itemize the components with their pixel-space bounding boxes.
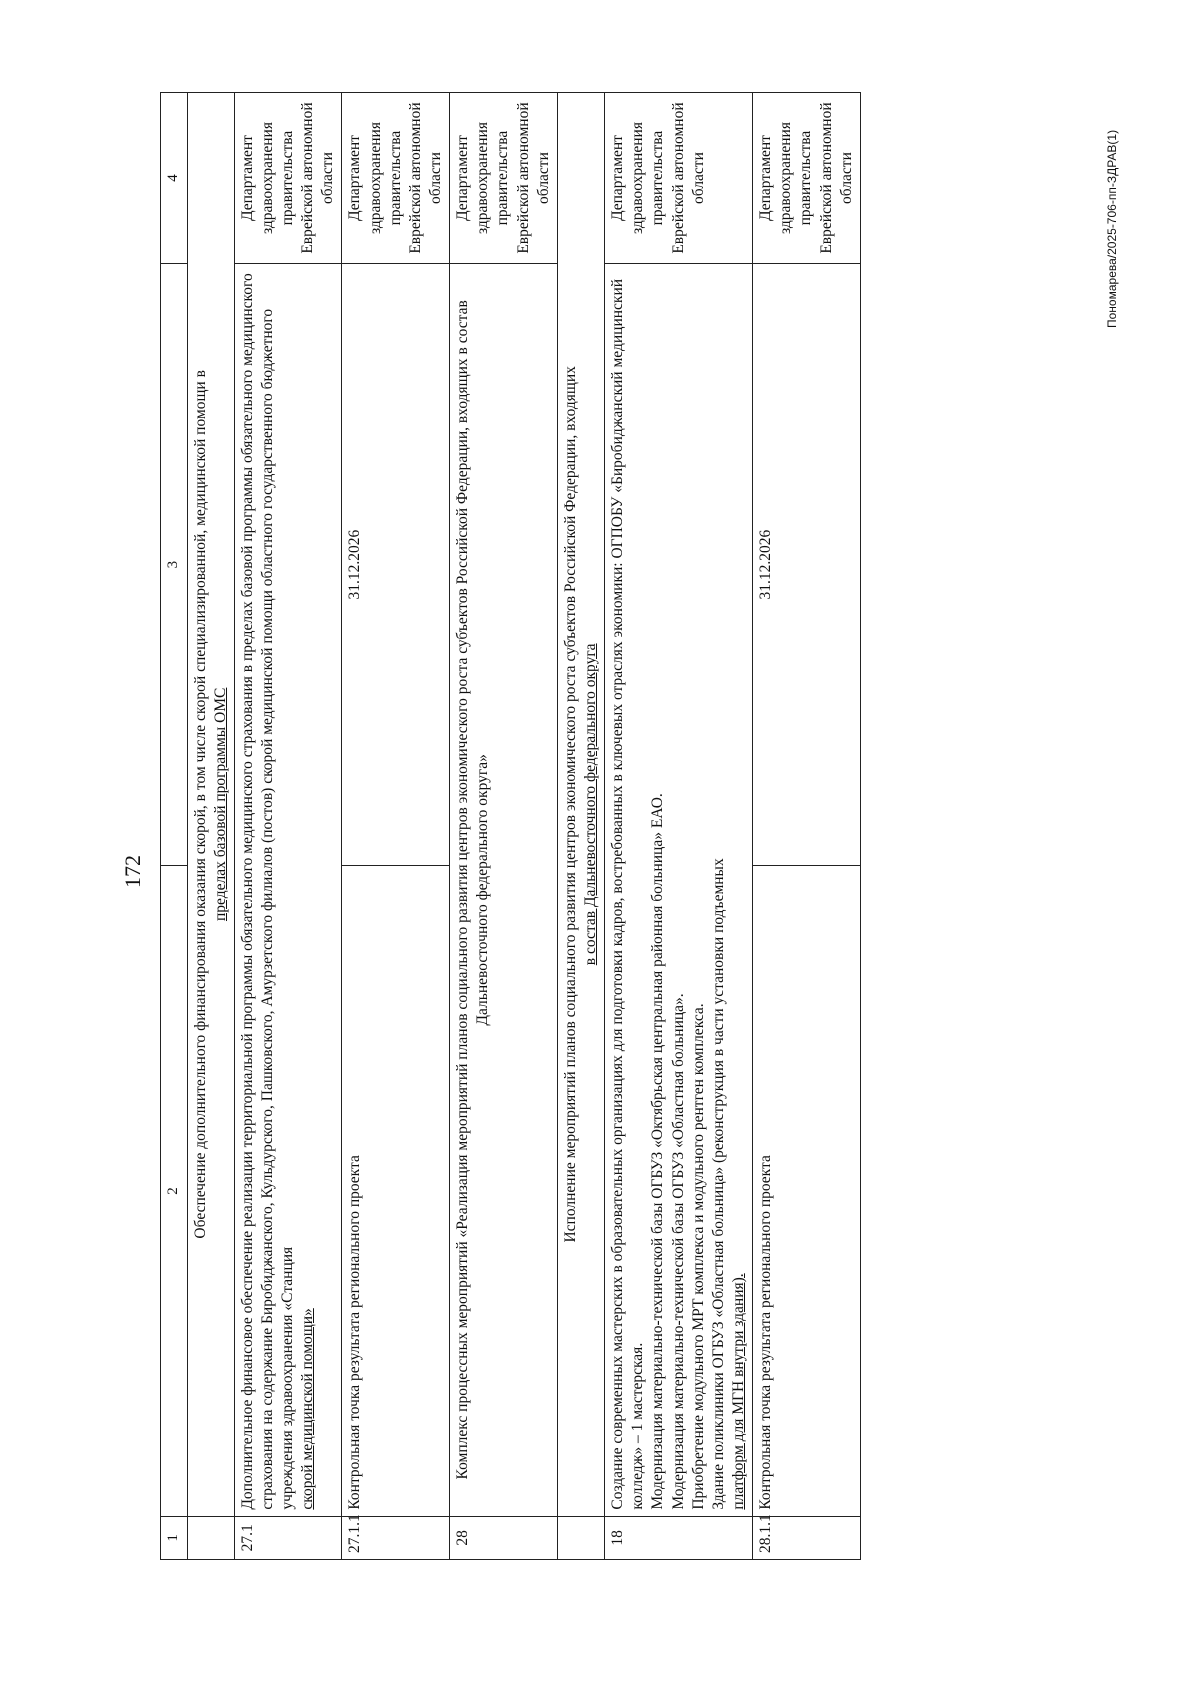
row-description — [605, 264, 753, 1517]
row-description: Комплекс процессных мероприятий «Реализация мероприятий планов социального развития центров экономического роста субъектов Российской Федерации, входящих в состав Дальневосточного федерального округа» — [450, 264, 558, 1517]
responsible-cell: Департамент здравоохранения правительства Еврейской автономной области — [342, 93, 450, 264]
row-date: 31.12.2026 — [342, 264, 450, 866]
responsible-cell: Департамент здравоохранения правительства Еврейской автономной области — [605, 93, 753, 264]
section-title-omc — [187, 93, 234, 1517]
header-col-2: 2 — [161, 866, 188, 1516]
row-paragraph-2: Модернизация материально-технической базы ОГБУЗ «Октябрьская центральная районная больница» ЕАО. — [649, 793, 667, 1510]
row-paragraph-5: Здание поликлиники ОГБУЗ «Областная больница» (реконструкция в части установки подъемных — [709, 858, 727, 1510]
row-number: 28 — [450, 1516, 558, 1559]
section-row-dfo — [557, 93, 604, 1560]
row-description: Контрольная точка результата регионального проекта — [753, 866, 861, 1516]
responsible-cell: Департамент здравоохранения правительства Еврейской автономной области — [753, 93, 861, 264]
row-number: 28.1.1 — [753, 1516, 861, 1559]
table-row-28 — [450, 93, 558, 1560]
table-row-27-1 — [234, 93, 342, 1560]
row-description-main: Дополнительное финансовое обеспечение реализации территориальной программы обязательного медицинского страхования в пределах базовой программы обязательного медицинского страхования на содержание Биробиджанского, Кульдурского, Пашковского, Амурзетского филиалов (постов) скорой медицинской помощи областного государственного бюджетного учреждения здравоохранения «Станция — [238, 273, 297, 1510]
header-col-4: 4 — [161, 93, 188, 264]
section-row-omc — [187, 93, 234, 1560]
row-paragraph-1: Создание современных мастерских в образовательных организациях для подготовки кадров, востребованных в ключевых отраслях экономики: ОГПОБУ «Биробиджанский медицинский колледж» – 1 мастерская. — [609, 278, 647, 1510]
header-row — [161, 93, 188, 1560]
section-title-line2: в состав Дальневосточного федерального округа — [582, 643, 600, 966]
table-row-27-1-1 — [342, 93, 450, 1560]
row-number: 18 — [605, 1516, 753, 1559]
responsible-cell: Департамент здравоохранения правительства Еврейской автономной области — [234, 93, 342, 264]
responsible-cell: Департамент здравоохранения правительства Еврейской автономной области — [450, 93, 558, 264]
header-col-3: 3 — [161, 264, 188, 866]
row-number: 27.1 — [234, 1516, 342, 1559]
plan-table — [160, 92, 861, 1560]
table-row-18 — [605, 93, 753, 1560]
section-title-line1: Обеспечение дополнительного финансирования оказания скорой, в том числе скорой специализированной, медицинской помощи в — [191, 370, 209, 1239]
row-description-underlined: скорой медицинской помощи» — [299, 1308, 317, 1510]
row-paragraph-3: Модернизация материально-технической базы ОГБУЗ «Областная больница». — [669, 993, 687, 1510]
row-paragraph-5-underlined: платформ для МГН внутри здания). — [730, 1273, 748, 1510]
header-col-1: 1 — [161, 1516, 188, 1559]
page-number: 172 — [120, 855, 145, 888]
row-description: Контрольная точка результата регионального проекта — [342, 866, 450, 1516]
row-number: 27.1.1 — [342, 1516, 450, 1559]
document-code: Пономарева/2025-706-пп-ЗДРАВ(1) — [1105, 129, 1119, 328]
section-title-line1: Исполнение мероприятий планов социального развития центров экономического роста субъектов Российской Федерации, входящих — [561, 366, 579, 1243]
section-title-line2: пределах базовой программы ОМС — [211, 687, 229, 922]
table-row-28-1-1 — [753, 93, 861, 1560]
row-date: 31.12.2026 — [753, 264, 861, 866]
section-title-dfo — [557, 93, 604, 1517]
row-description — [234, 264, 342, 1517]
row-paragraph-4: Приобретение модульного МРТ комплекса и модульного рентген комплекса. — [689, 1003, 707, 1510]
